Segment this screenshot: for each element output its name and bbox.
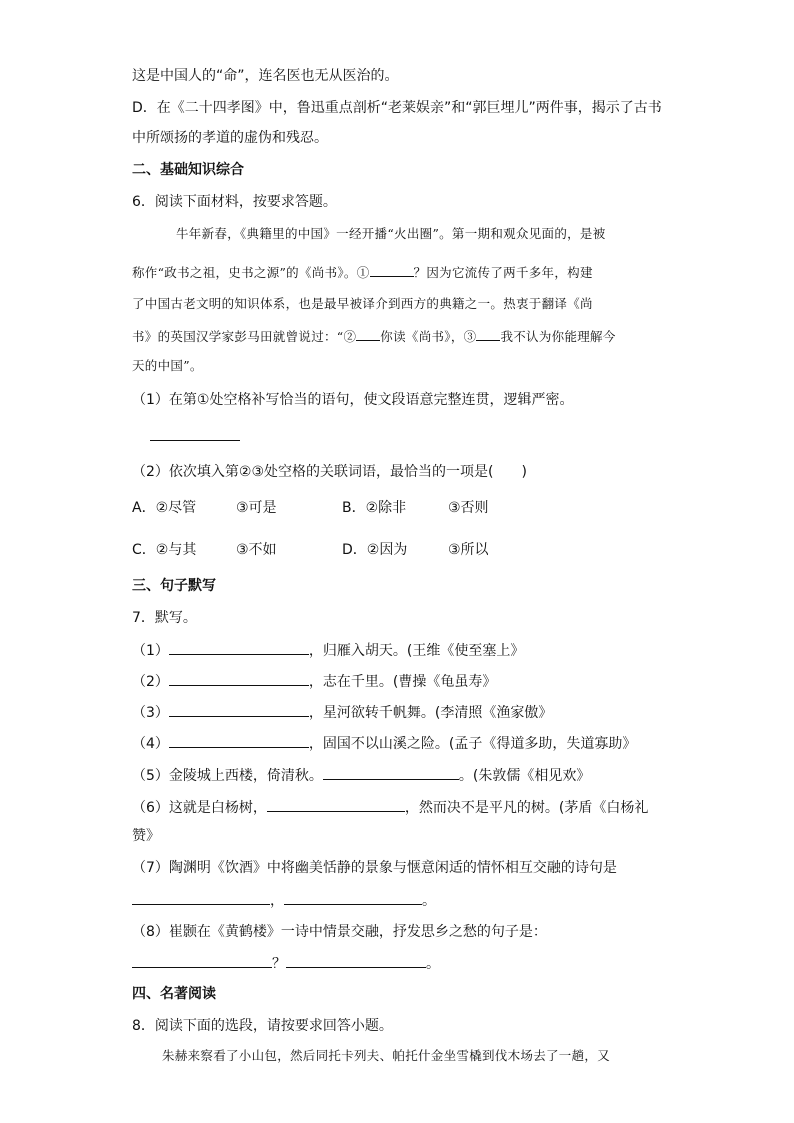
answer-blank[interactable] xyxy=(169,702,309,717)
answer-blank[interactable] xyxy=(267,797,405,812)
q7-item-7-answer xyxy=(132,890,666,911)
q6-options-row xyxy=(132,498,666,518)
option-a-cont: ③可是 xyxy=(236,500,277,516)
q6-passage-line: 牛年新春，《典籍里的中国》一经开播“火出圈”。第一期和观众见面的，是被 xyxy=(176,226,606,241)
item-number: （4） xyxy=(132,736,169,752)
blank-1[interactable] xyxy=(370,262,414,277)
punctuation: 。 xyxy=(422,893,436,909)
q7-item-8-answer xyxy=(132,953,666,974)
punctuation: ？ xyxy=(272,956,286,972)
q5-option-d: D．在《二十四孝图》中，鲁迅重点剖析“老莱娱亲”和“郭巨埋儿”两件事，揭示了古书 xyxy=(132,100,662,116)
passage-text: 称作“政书之祖，史书之源”的《尚书》。① xyxy=(132,265,370,280)
punctuation: 。 xyxy=(426,956,440,972)
answer-blank[interactable] xyxy=(284,890,422,905)
item-number: （3） xyxy=(132,705,169,721)
answer-blank[interactable] xyxy=(169,640,309,655)
answer-blank[interactable] xyxy=(286,953,426,968)
option-b[interactable]: B．②除非 xyxy=(342,500,407,516)
blank-2[interactable] xyxy=(356,326,380,341)
passage-text: 我不认为你能理解今 xyxy=(500,329,616,344)
q8-passage-line: 朱赫来察看了小山包，然后同托卡列夫、帕托什金坐雪橇到伐木场去了一趟，又 xyxy=(162,1048,611,1063)
answer-blank[interactable] xyxy=(169,733,309,748)
q6-passage-line xyxy=(132,262,666,283)
passage-text: ？因为它流传了两千多年，构建 xyxy=(413,265,593,280)
blank-3[interactable] xyxy=(476,326,500,341)
item-text: （6）这就是白杨树， xyxy=(132,800,267,816)
option-a[interactable]: A．②尽管 xyxy=(132,500,197,516)
q7-item-5 xyxy=(132,765,666,786)
passage-text: 书》的英国汉学家彭马田就曾说过：“② xyxy=(132,329,357,344)
q7-stem: 7．默写。 xyxy=(132,610,197,626)
item-text: 。(朱敦儒《相见欢》 xyxy=(458,768,591,784)
item-number: （1） xyxy=(132,643,169,659)
q7-item-4 xyxy=(132,733,666,754)
q6-passage-line: 天的中国”。 xyxy=(132,358,203,373)
q6-stem: 6．阅读下面材料，按要求答题。 xyxy=(132,194,337,210)
option-b-cont: ③否则 xyxy=(448,500,489,516)
section-title-4: 四、名著阅读 xyxy=(132,986,216,1002)
item-text: （5）金陵城上西楼，倚清秋。 xyxy=(132,768,323,784)
option-c-cont: ③不如 xyxy=(236,542,277,558)
q6-passage-line: 了中国古老文明的知识体系，也是最早被译介到西方的典籍之一。热衷于翻译《尚 xyxy=(132,296,593,311)
option-d[interactable]: D．②因为 xyxy=(342,542,408,558)
q7-item-1 xyxy=(132,640,666,661)
q7-item-8: （8）崔颢在《黄鹤楼》一诗中情景交融，抒发思乡之愁的句子是： xyxy=(132,924,547,940)
q8-stem: 8．阅读下面的选段，请按要求回答小题。 xyxy=(132,1018,393,1034)
answer-blank[interactable] xyxy=(132,953,272,968)
item-text: ，固国不以山溪之险。(孟子《得道多助，失道寡助》 xyxy=(308,736,637,752)
q6-sub1-answer-blank[interactable] xyxy=(150,440,240,441)
q6-passage-line xyxy=(132,326,666,347)
option-d-cont: ③所以 xyxy=(448,542,489,558)
q7-item-7: （7）陶渊明《饮酒》中将幽美恬静的景象与惬意闲适的情怀相互交融的诗句是 xyxy=(132,860,617,876)
answer-blank[interactable] xyxy=(169,671,309,686)
punctuation: ， xyxy=(270,893,284,909)
item-number: （2） xyxy=(132,674,169,690)
item-text: ，然而决不是平凡的树。(茅盾《白杨礼 xyxy=(404,800,649,816)
item-text: ，归雁入胡天。(王维《使至塞上》 xyxy=(308,643,525,659)
q6-sub2: （2）依次填入第②③处空格的关联词语，最恰当的一项是( ) xyxy=(132,464,527,480)
section-title-3: 三、句子默写 xyxy=(132,578,216,594)
passage-text: 你读《尚书》，③ xyxy=(380,329,477,344)
section-title-2: 二、基础知识综合 xyxy=(132,162,244,178)
item-text: ，志在千里。(曹操《龟虽寿》 xyxy=(308,674,497,690)
q7-item-6-cont: 赞》 xyxy=(132,828,160,844)
q6-options-row xyxy=(132,540,666,560)
q6-sub1: （1）在第①处空格补写恰当的语句，使文段语意完整连贯，逻辑严密。 xyxy=(132,392,574,408)
q7-item-6 xyxy=(132,797,666,818)
q7-item-3 xyxy=(132,702,666,723)
item-text: ，星河欲转千帆舞。(李清照《渔家傲》 xyxy=(308,705,553,721)
answer-blank[interactable] xyxy=(323,765,459,780)
q5-option-d-cont: 中所颂扬的孝道的虚伪和残忍。 xyxy=(132,130,328,146)
q7-item-2 xyxy=(132,671,666,692)
q5-text-line: 这是中国人的“命”，连名医也无从医治的。 xyxy=(132,68,399,84)
answer-blank[interactable] xyxy=(132,890,270,905)
option-c[interactable]: C．②与其 xyxy=(132,542,197,558)
